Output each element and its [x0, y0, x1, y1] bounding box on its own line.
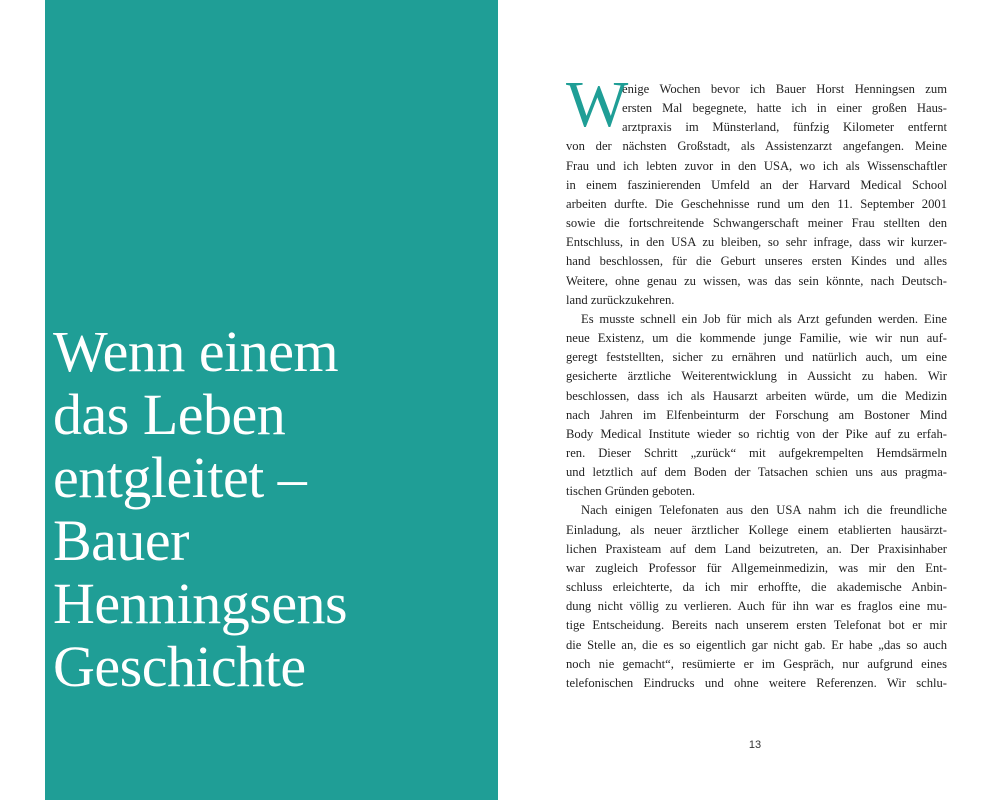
text-line: die Stelle an, die es so eigentlich gar nicht gab. Er habe „das so auch — [566, 637, 947, 652]
chapter-title-line: Wenn einem — [53, 319, 339, 384]
text-line: von der nächsten Großstadt, als Assistenzarzt angefangen. Meine — [566, 139, 947, 154]
text-line: Body Medical Institute wieder so richtig von der Pike auf zu erfah- — [566, 426, 947, 441]
text-line: sowie die fortschreitende Schwangerschaft meiner Frau stellten den — [566, 216, 947, 231]
paragraph-3 — [566, 501, 947, 693]
text-line: geregt feststellten, sicher zu ernähren und natürlich auch, um eine — [566, 350, 947, 365]
drop-cap: W — [566, 68, 629, 141]
text-line: Nach einigen Telefonaten aus den USA nahm ich die freundliche — [581, 503, 947, 518]
text-line: Es musste schnell ein Job für mich als Arzt gefunden werden. Eine — [581, 311, 947, 326]
text-line: arbeiten durfte. Die Geschehnisse rund um den 11. September 2001 — [566, 196, 947, 211]
text-line: ren. Dieser Schritt „zurück“ mit aufgekrempelten Hemdsärmeln — [566, 445, 947, 460]
text-line: beschlossen, dass ich als Hausarzt arbeiten würde, um die Medizin — [566, 388, 947, 403]
page-number: 13 — [748, 739, 762, 751]
chapter-title — [53, 320, 493, 698]
text-line: tige Entscheidung. Bereits nach unserem ersten Telefonat bot er mir — [566, 618, 947, 633]
text-line: telefonischen Eindrucks und ohne weitere Referenzen. Wir schlu- — [566, 675, 947, 690]
text-line: Einladung, als neuer ärztlicher Kollege einem etablierten hausärzt- — [566, 522, 947, 537]
text-line: nach Jahren im Elfenbeinturm der Forschung am Bostoner Mind — [566, 407, 947, 422]
body-text — [566, 68, 947, 693]
chapter-title-line: Geschichte — [53, 634, 306, 699]
text-line: in einem faszinierenden Umfeld an der Harvard Medical School — [566, 177, 947, 192]
text-line: Weitere, ohne genau zu wissen, was das sein könnte, nach Deutsch- — [566, 273, 947, 288]
chapter-title-line: entgleitet – — [53, 445, 307, 510]
text-line: tischen Gründen geboten. — [566, 484, 696, 499]
text-line: neue Existenz, um die kommende junge Familie, wie wir nun auf- — [566, 331, 947, 346]
chapter-title-line: Bauer — [53, 508, 189, 573]
text-line: gesicherte ärztliche Weiterentwicklung in Aussicht zu haben. Wir — [566, 369, 947, 384]
text-line: lichen Praxisteam auf dem Land beizutreten, an. Der Praxisinhaber — [566, 541, 947, 556]
text-line: schluss erleichterte, da ich mir erhoffte, die akademische Anbin- — [566, 580, 947, 595]
text-line: ersten Mal begegnete, hatte ich in einer großen Haus- — [622, 101, 947, 116]
text-line: war zugleich Professor für Allgemeinmedizin, was mir den Ent- — [566, 560, 947, 575]
paragraph-2 — [566, 310, 947, 502]
text-line: arztpraxis im Münsterland, fünfzig Kilometer entfernt — [622, 120, 947, 135]
text-line: und letztlich auf dem Boden der Tatsachen schien uns aus pragma- — [566, 465, 947, 480]
chapter-title-line: das Leben — [53, 382, 286, 447]
text-line: Entschluss, in den USA zu bleiben, so sehr infrage, dass wir kurzer- — [566, 235, 947, 250]
text-line: land zurückzukehren. — [566, 292, 675, 307]
text-line: noch nie gemacht“, resümierte er im Gespräch, nur aufgrund eines — [566, 656, 947, 671]
text-line: Frau und ich lebten zuvor in den USA, wo ich als Wissenschaftler — [566, 158, 947, 173]
text-line: enige Wochen bevor ich Bauer Horst Henningsen zum — [622, 82, 947, 96]
text-line: dung nicht völlig zu verlieren. Auch für ihn war es fraglos eine mu- — [566, 599, 947, 614]
chapter-title-panel — [45, 0, 498, 800]
text-line: hand beschlossen, für die Geburt unseres ersten Kindes und alles — [566, 254, 947, 269]
chapter-title-line: Henningsens — [53, 571, 348, 636]
